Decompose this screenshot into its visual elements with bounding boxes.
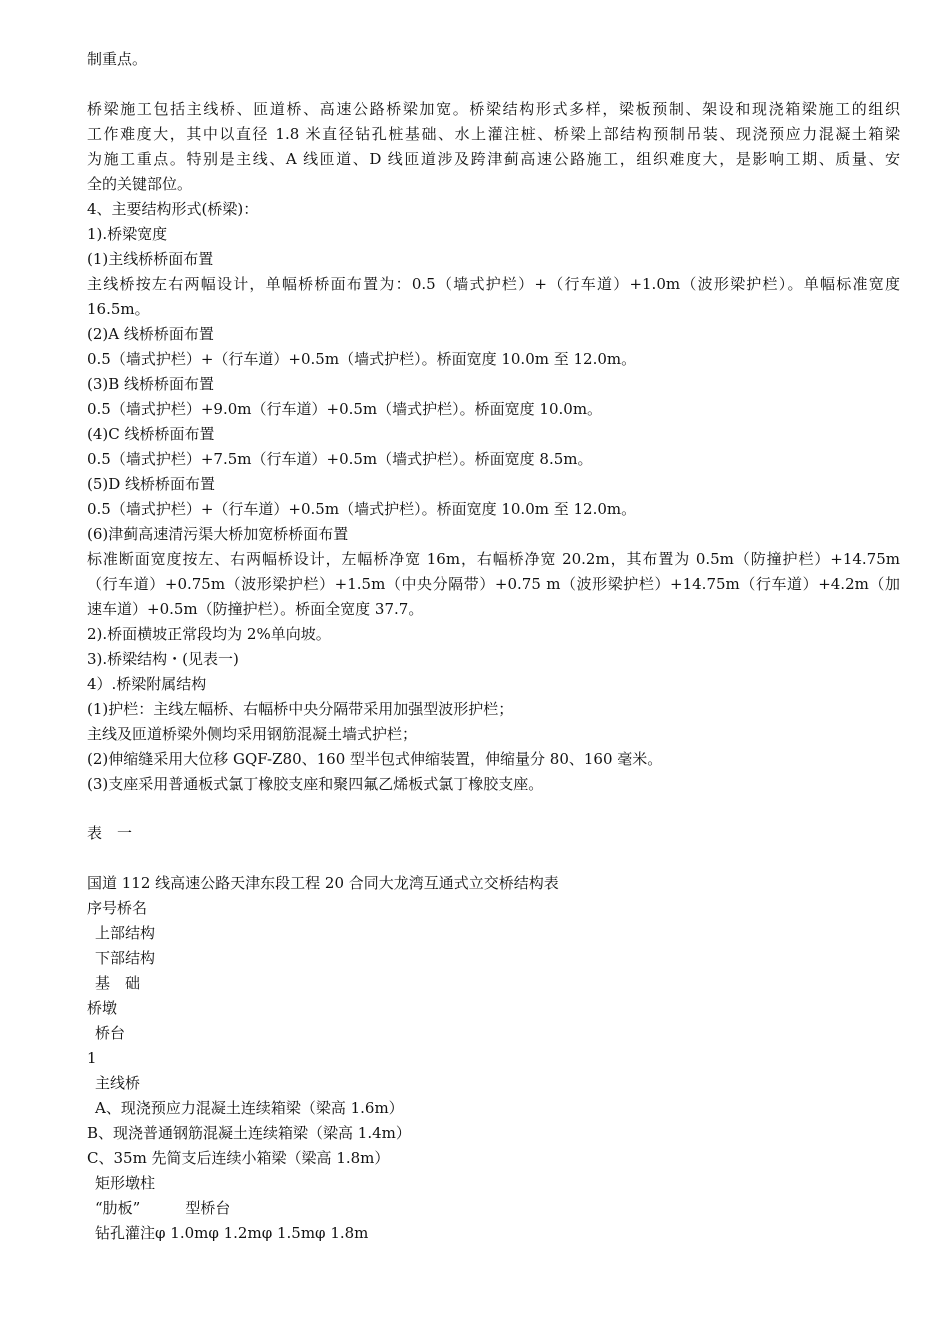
table-cell: 序号桥名: [87, 899, 148, 917]
paragraph-line: （行车道）+0.75m（波形梁护栏）+1.5m（中央分隔带）+0.75 m（波形梁护栏）+14.75m（行车道）+4.2m（加: [87, 575, 900, 593]
paragraph-line: 为施工重点。特别是主线、A 线匝道、D 线匝道涉及跨津蓟高速公路施工，组织难度大，是影响工期、质量、安: [87, 150, 900, 168]
text-line: 制重点。: [87, 50, 148, 68]
item-heading: (5)D 线桥桥面布置: [87, 475, 216, 493]
paragraph-line: 全的关键部位。: [87, 175, 193, 193]
paragraph-line: (2)伸缩缝采用大位移 GQF-Z80、160 型半包式伸缩装置，伸缩量分 80、160 毫米。: [87, 750, 663, 768]
paragraph-line: 0.5（墙式护栏）+7.5m（行车道）+0.5m（墙式护栏）。桥面宽度 8.5m。: [87, 450, 593, 468]
paragraph-line: 16.5m。: [87, 300, 150, 318]
subsection-heading: 2).桥面横坡正常段均为 2%单向坡。: [87, 625, 331, 643]
item-heading: (3)B 线桥桥面布置: [87, 375, 215, 393]
table-cell: 上部结构: [95, 924, 156, 942]
table-label: 表 一: [87, 824, 133, 842]
paragraph-line: 工作难度大，其中以直径 1.8 米直径钻孔桩基础、水上灌注桩、桥梁上部结构预制吊装、现浇预应力混凝土箱梁: [87, 125, 900, 143]
table-cell: C、35m 先简支后连续小箱梁（梁高 1.8m）: [87, 1149, 390, 1167]
table-cell: 主线桥: [95, 1074, 141, 1092]
table-cell: B、现浇普通钢筋混凝土连续箱梁（梁高 1.4m）: [87, 1124, 411, 1142]
paragraph-line: 0.5（墙式护栏）+9.0m（行车道）+0.5m（墙式护栏）。桥面宽度 10.0m。: [87, 400, 603, 418]
paragraph-line: 速车道）+0.5m（防撞护栏）。桥面全宽度 37.7。: [87, 600, 424, 618]
paragraph-line: 主线桥按左右两幅设计，单幅桥桥面布置为：0.5（墙式护栏）+（行车道）+1.0m（波形梁护栏）。单幅标准宽度: [87, 275, 900, 293]
item-heading: (2)A 线桥桥面布置: [87, 325, 214, 343]
table-title: 国道 112 线高速公路天津东段工程 20 合同大龙湾互通式立交桥结构表: [87, 874, 559, 892]
table-cell: 桥墩: [87, 999, 118, 1017]
paragraph-line: (3)支座采用普通板式氯丁橡胶支座和聚四氟乙烯板式氯丁橡胶支座。: [87, 775, 544, 793]
paragraph-line: 0.5（墙式护栏）+（行车道）+0.5m（墙式护栏）。桥面宽度 10.0m 至 12.0m。: [87, 500, 637, 518]
paragraph-line: 标准断面宽度按左、右两幅桥设计，左幅桥净宽 16m，右幅桥净宽 20.2m，其布置为 0.5m（防撞护栏）+14.75m: [87, 550, 900, 568]
table-cell: 基 础: [95, 974, 141, 992]
item-heading: (4)C 线桥桥面布置: [87, 425, 215, 443]
paragraph-line: (1)护栏：主线左幅桥、右幅桥中央分隔带采用加强型波形护栏；: [87, 700, 514, 718]
table-cell: 矩形墩柱: [95, 1174, 156, 1192]
table-cell: 1: [87, 1049, 97, 1067]
paragraph-line: 0.5（墙式护栏）+（行车道）+0.5m（墙式护栏）。桥面宽度 10.0m 至 12.0m。: [87, 350, 637, 368]
table-cell: 钻孔灌注φ 1.0mφ 1.2mφ 1.5mφ 1.8m: [95, 1224, 369, 1242]
section-heading: 4、主要结构形式(桥梁)：: [87, 200, 259, 218]
subsection-heading: 4）.桥梁附属结构: [87, 675, 207, 693]
table-cell: 桥台: [95, 1024, 126, 1042]
paragraph-line: 主线及匝道桥梁外侧均采用钢筋混凝土墙式护栏；: [87, 725, 418, 743]
item-heading: (1)主线桥桥面布置: [87, 250, 214, 268]
subsection-heading: 1).桥梁宽度: [87, 225, 168, 243]
table-cell: A、现浇预应力混凝土连续箱梁（梁高 1.6m）: [95, 1099, 404, 1117]
item-heading: (6)津蓟高速清污渠大桥加宽桥桥面布置: [87, 525, 349, 543]
paragraph-line: 桥梁施工包括主线桥、匝道桥、高速公路桥梁加宽。桥梁结构形式多样，梁板预制、架设和现浇箱梁施工的组织: [87, 100, 900, 118]
table-cell: 下部结构: [95, 949, 156, 967]
subsection-heading: 3).桥梁结构・(见表一): [87, 650, 239, 668]
table-cell: “肋板” 型桥台: [95, 1199, 231, 1217]
